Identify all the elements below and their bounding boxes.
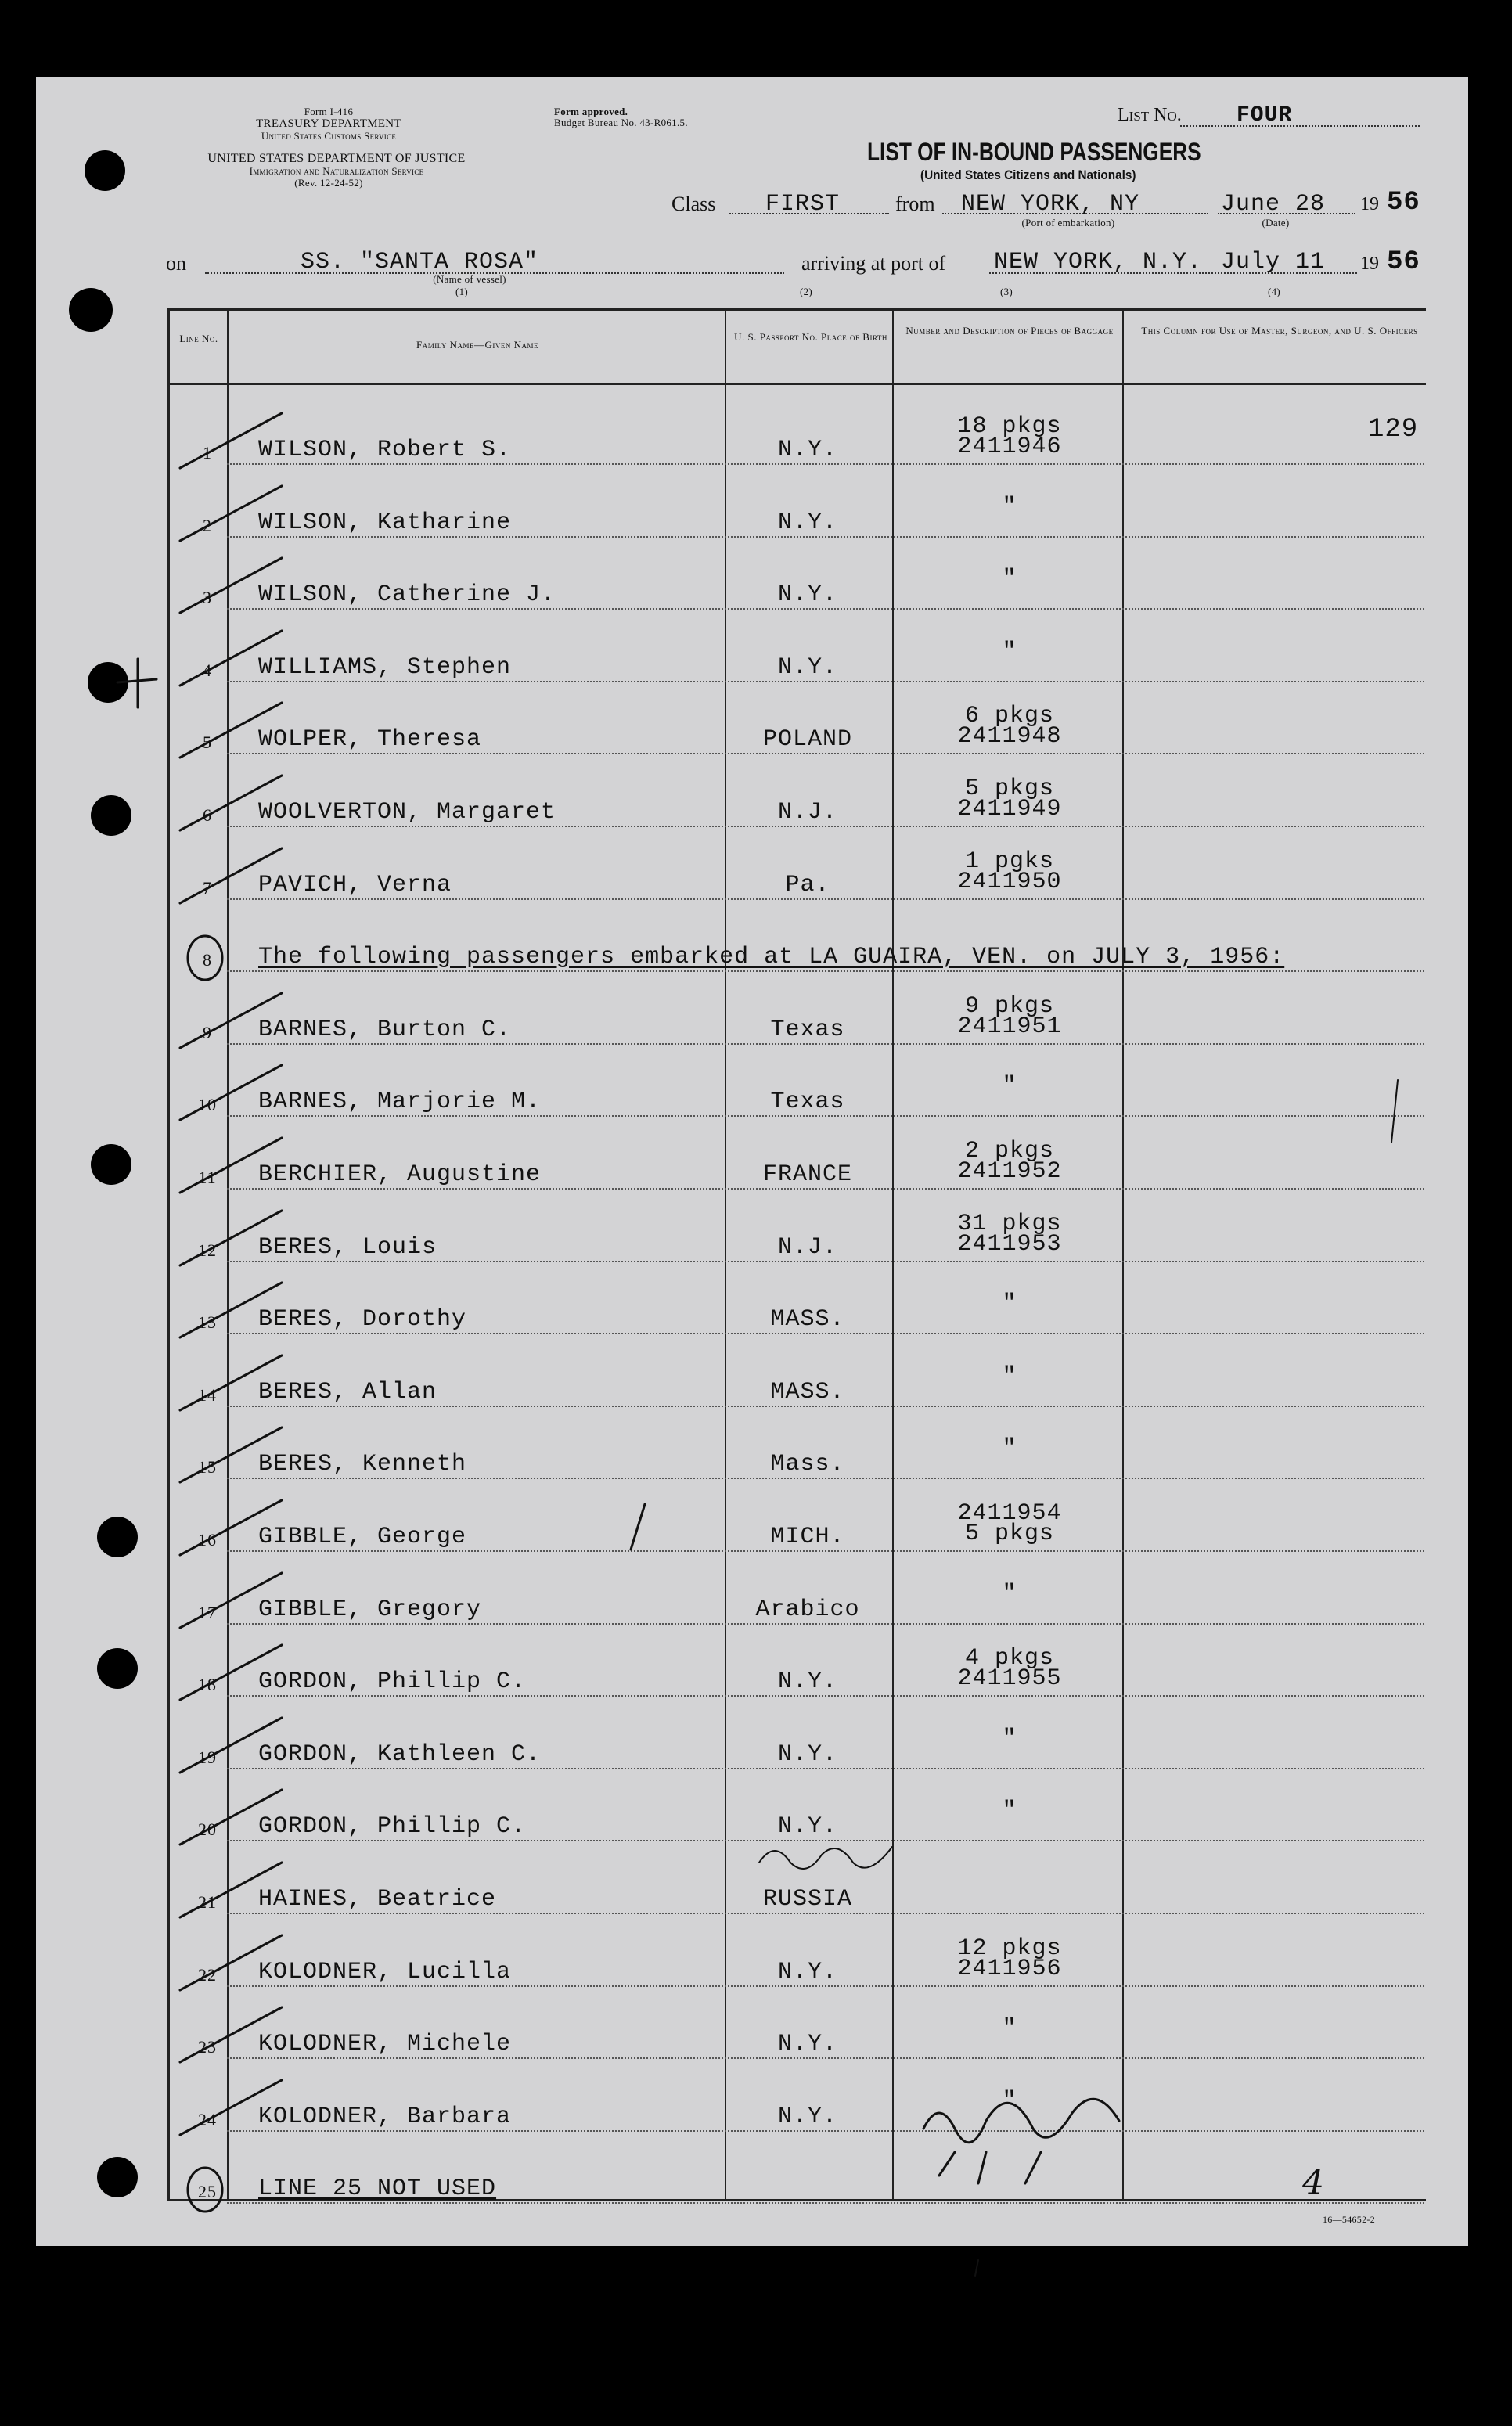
line-number: 7 [203, 878, 212, 898]
budget-bureau: Budget Bureau No. 43-R061.5. [554, 117, 688, 128]
baggage-ticket: 2411955 [957, 1665, 1062, 1692]
passenger-name: HAINES, Beatrice [258, 1886, 497, 1913]
place-of-birth: MASS. [770, 1306, 845, 1333]
check-stroke [180, 703, 282, 758]
baggage-ticket: 2411953 [957, 1231, 1062, 1258]
check-stroke [180, 776, 282, 830]
baggage-ticket: 2411952 [957, 1158, 1062, 1185]
col-header-line: Line No. [179, 333, 218, 344]
baggage-ticket: " [1002, 494, 1017, 520]
vessel-caption: (Name of vessel) [433, 273, 506, 285]
line-number: 18 [198, 1675, 217, 1694]
passenger-name: GORDON, Kathleen C. [258, 1741, 542, 1768]
place-of-birth: N.Y. [777, 581, 837, 608]
passenger-name: GIBBLE, George [258, 1524, 467, 1550]
place-of-birth: Texas [770, 1017, 845, 1043]
check-stroke [180, 1138, 282, 1193]
place-of-birth: N.Y. [777, 1741, 837, 1768]
check-stroke [975, 2260, 978, 2276]
check-stroke [180, 1427, 282, 1482]
list-no-label: List No. [1118, 105, 1182, 125]
line-number: 6 [203, 805, 212, 825]
line-number: 20 [198, 1820, 217, 1839]
baggage-ticket: 5 pkgs [964, 1521, 1055, 1547]
place-of-birth: Arabico [755, 1596, 860, 1623]
list-no-value: FOUR [1237, 103, 1293, 128]
baggage-ticket: " [1002, 1581, 1017, 1607]
from-label: from [895, 193, 935, 215]
line-number: 5 [203, 732, 212, 752]
col-header-passport: U. S. Passport No. Place of Birth [734, 331, 887, 343]
col-header-baggage: Number and Description of Pieces of Baggage [905, 325, 1114, 337]
line-number: 22 [198, 1965, 217, 1985]
caption-1: (1) [455, 286, 469, 297]
passenger-name: GIBBLE, Gregory [258, 1596, 482, 1623]
caption-4: (4) [1267, 286, 1281, 297]
place-of-birth: MICH. [770, 1524, 845, 1550]
line-number: 2 [203, 516, 212, 535]
circle-mark [188, 2168, 222, 2212]
passenger-name: WILLIAMS, Stephen [258, 654, 512, 681]
line-number: 4 [203, 660, 212, 680]
date-value: June 28 [1221, 191, 1326, 218]
passenger-name: KOLODNER, Lucilla [258, 1959, 512, 1985]
caption-2: (2) [799, 286, 813, 297]
arrival-year-prefix: 19 [1360, 254, 1379, 274]
check-stroke [180, 2080, 282, 2135]
baggage-ticket: " [1002, 2088, 1017, 2115]
embarkation-note: The following passengers embarked at LA GUAIRA, VEN. on JULY 3, 1956: [258, 944, 1285, 970]
baggage-count: 1 pgks [964, 848, 1055, 875]
baggage-ticket: 2411946 [957, 434, 1062, 460]
treasury-dept: TREASURY DEPARTMENT [256, 117, 401, 130]
line-number: 21 [198, 1892, 217, 1912]
baggage-count: 2 pkgs [964, 1138, 1055, 1164]
baggage-count: 4 pkgs [964, 1645, 1055, 1672]
vessel-value: SS. "SANTA ROSA" [301, 249, 539, 275]
form-approved: Form approved. [554, 106, 628, 117]
page-subtitle: (United States Citizens and Nationals) [920, 167, 1136, 182]
passenger-name: BERES, Allan [258, 1379, 437, 1406]
place-of-birth: Pa. [785, 872, 830, 898]
baggage-ticket: " [1002, 1073, 1017, 1100]
baggage-ticket: " [1002, 1290, 1017, 1317]
line-number: 14 [198, 1385, 217, 1405]
baggage-ticket: " [1002, 639, 1017, 665]
check-stroke [180, 486, 282, 541]
place-of-birth: N.Y. [777, 2104, 837, 2130]
line-number: 19 [198, 1748, 217, 1767]
check-stroke [180, 1935, 282, 1990]
check-stroke [180, 558, 282, 613]
place-of-birth: Mass. [770, 1451, 845, 1478]
baggage-count: 9 pkgs [964, 993, 1055, 1020]
baggage-ticket: 2411956 [957, 1956, 1062, 1982]
customs-service: United States Customs Service [261, 130, 397, 142]
check-stroke [180, 848, 282, 903]
col-header-officers: This Column for Use of Master, Surgeon, and U. S. Officers [1141, 325, 1418, 337]
class-value: FIRST [765, 191, 841, 218]
baggage-count: 18 pkgs [957, 413, 1062, 440]
passenger-name: KOLODNER, Michele [258, 2031, 512, 2057]
place-of-birth: MASS. [770, 1379, 845, 1406]
line-number: 17 [198, 1603, 217, 1622]
check-stroke [180, 1283, 282, 1337]
line-number: 16 [198, 1530, 217, 1550]
year-value: 56 [1387, 188, 1420, 218]
line-number: 23 [198, 2037, 217, 2057]
passenger-name: WILSON, Katharine [258, 509, 512, 536]
line-number: 3 [203, 588, 212, 607]
check-stroke [180, 1573, 282, 1628]
passenger-name: GORDON, Phillip C. [258, 1813, 527, 1840]
ins: Immigration and Naturalization Service [249, 165, 424, 177]
caption-3: (3) [999, 286, 1013, 297]
line-number: 10 [198, 1095, 217, 1114]
baggage-count: 6 pkgs [964, 703, 1055, 729]
baggage-ticket: " [1002, 1798, 1017, 1824]
line-number: 8 [203, 950, 212, 970]
class-label: Class [671, 193, 716, 215]
passenger-name: GORDON, Phillip C. [258, 1668, 527, 1695]
line-number: 13 [198, 1312, 217, 1332]
arrival-port: NEW YORK, N.Y. [994, 249, 1203, 275]
check-stroke [180, 1500, 282, 1555]
arriving-label: arriving at port of [801, 252, 946, 275]
baggage-ticket: 2411950 [957, 869, 1062, 895]
check-stroke [180, 1645, 282, 1700]
baggage-ticket: 2411949 [957, 796, 1062, 822]
baggage-ticket: " [1002, 566, 1017, 592]
check-stroke [180, 1863, 282, 1917]
place-of-birth: N.Y. [777, 509, 837, 536]
circle-mark [188, 936, 222, 980]
passenger-name: BERES, Kenneth [258, 1451, 467, 1478]
check-stroke [180, 2007, 282, 2062]
baggage-ticket: 2411951 [957, 1013, 1062, 1040]
doj: UNITED STATES DEPARTMENT OF JUSTICE [207, 152, 466, 165]
check-stroke [117, 659, 157, 707]
check-stroke [759, 1847, 892, 1869]
baggage-count: 31 pkgs [957, 1211, 1062, 1237]
place-of-birth: N.Y. [777, 437, 837, 463]
baggage-ticket: 2411948 [957, 723, 1062, 750]
baggage-ticket: " [1002, 1726, 1017, 1752]
port-caption: (Port of embarkation) [1021, 217, 1115, 229]
date-caption: (Date) [1262, 217, 1290, 229]
line-number: 12 [198, 1240, 217, 1260]
baggage-count: 2411954 [957, 1500, 1062, 1527]
arrival-year: 56 [1387, 247, 1420, 277]
revision: (Rev. 12-24-52) [294, 177, 363, 189]
check-stroke [180, 1718, 282, 1773]
passenger-name: PAVICH, Verna [258, 872, 452, 898]
baggage-count: 5 pkgs [964, 776, 1055, 802]
col-header-name: Family Name—Given Name [416, 339, 538, 351]
line-number: 24 [198, 2110, 217, 2129]
place-of-birth: N.Y. [777, 654, 837, 681]
baggage-count: 12 pkgs [957, 1935, 1062, 1962]
officer-note: 4 [1302, 2163, 1325, 2203]
officer-note: 129 [1368, 415, 1419, 445]
check-stroke [923, 2099, 1119, 2183]
place-of-birth: Texas [770, 1089, 845, 1115]
line-number: 11 [198, 1168, 217, 1187]
place-of-birth: N.J. [777, 1234, 837, 1261]
check-stroke [180, 1065, 282, 1120]
line-number: 1 [203, 443, 212, 463]
baggage-ticket: " [1002, 2015, 1017, 2042]
check-stroke [180, 631, 282, 686]
passenger-name: BERCHIER, Augustine [258, 1161, 542, 1188]
line-number: 9 [203, 1023, 212, 1042]
page-title: LIST OF IN-BOUND PASSENGERS [867, 138, 1201, 166]
check-stroke [180, 413, 282, 468]
passenger-name: LINE 25 NOT USED [258, 2176, 497, 2202]
place-of-birth: POLAND [762, 726, 853, 753]
line-number: 25 [198, 2182, 217, 2201]
passenger-name: KOLODNER, Barbara [258, 2104, 512, 2130]
arrival-date: July 11 [1221, 249, 1326, 275]
passenger-name: BERES, Louis [258, 1234, 437, 1261]
passenger-name: WILSON, Robert S. [258, 437, 512, 463]
passenger-name: WOLPER, Theresa [258, 726, 482, 753]
place-of-birth: N.Y. [777, 2031, 837, 2057]
passenger-name: BARNES, Marjorie M. [258, 1089, 542, 1115]
line-number: 15 [198, 1457, 217, 1477]
passenger-name: BERES, Dorothy [258, 1306, 467, 1333]
from-value: NEW YORK, NY [961, 191, 1140, 218]
place-of-birth: RUSSIA [762, 1886, 853, 1913]
check-stroke [1391, 1080, 1398, 1143]
passenger-name: WOOLVERTON, Margaret [258, 799, 556, 826]
place-of-birth: N.J. [777, 799, 837, 826]
baggage-ticket: " [1002, 1363, 1017, 1390]
place-of-birth: N.Y. [777, 1959, 837, 1985]
place-of-birth: N.Y. [777, 1668, 837, 1695]
passenger-name: WILSON, Catherine J. [258, 581, 556, 608]
form-code: 16—54652-2 [1323, 2214, 1375, 2225]
check-stroke [180, 1790, 282, 1845]
year-prefix: 19 [1360, 194, 1379, 214]
place-of-birth: FRANCE [762, 1161, 853, 1188]
place-of-birth: N.Y. [777, 1813, 837, 1840]
baggage-ticket: " [1002, 1435, 1017, 1462]
form-number: Form I-416 [304, 106, 354, 117]
check-stroke [180, 993, 282, 1048]
on-label: on [166, 252, 186, 275]
check-stroke [631, 1504, 645, 1550]
check-stroke [180, 1355, 282, 1410]
passenger-name: BARNES, Burton C. [258, 1017, 512, 1043]
check-stroke [180, 1211, 282, 1265]
